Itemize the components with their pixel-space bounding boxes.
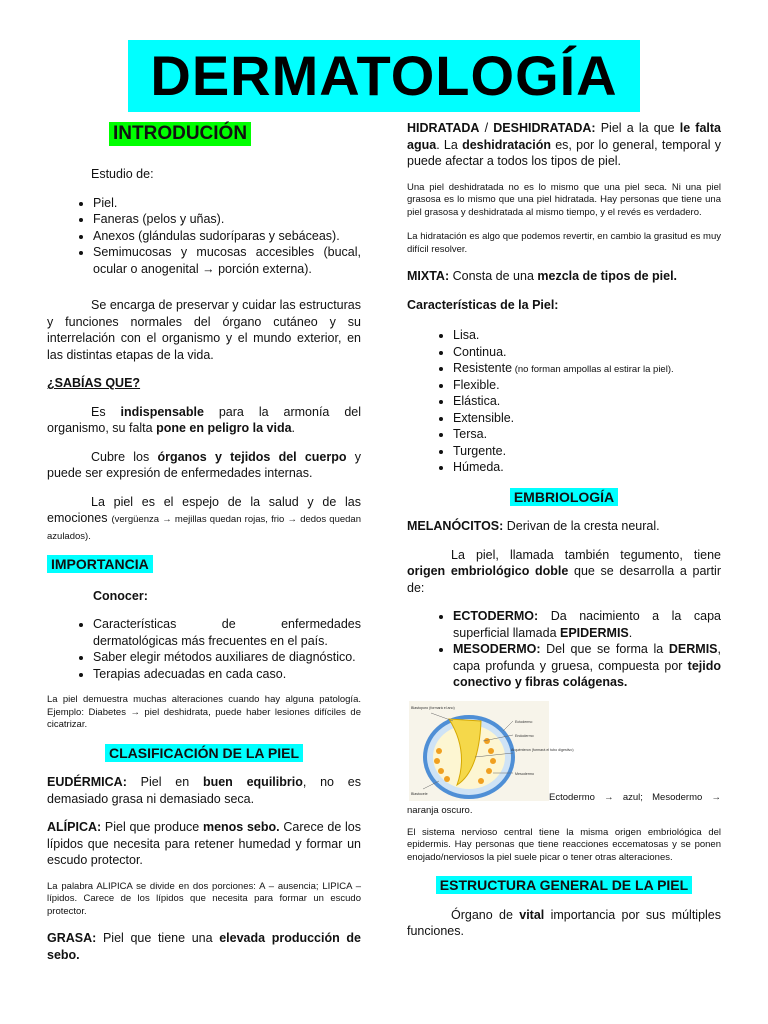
text-span: Es <box>91 404 121 419</box>
encarga-paragraph: Se encarga de preservar y cuidar las estructuras y funciones normales del órgano cutáneo y su interrelación con el organismo y el mundo exterior, en las distintas etapas de la vida. <box>47 298 361 362</box>
cubre-paragraph <box>47 449 361 482</box>
alteraciones-note: La piel demuestra muchas alteraciones cuando hay alguna patología. Ejemplo: Diabetes → piel deshidrata, puede haber lesiones difíciles de cicatrizar. <box>47 694 361 730</box>
text-span: La piel, llamada también tegumento, tiene <box>451 547 721 562</box>
bold-span: vital <box>519 907 545 922</box>
caracteristicas-heading <box>407 297 721 314</box>
indispensable-paragraph <box>47 404 361 437</box>
list-item: • Semimucosas y mucosas accesibles (bucal, ocular o anogenital → porción externa). <box>93 244 361 277</box>
text-span: Da nacimiento a la capa superficial llamada <box>453 609 721 640</box>
bold-span: DERMIS <box>668 642 718 656</box>
estudio-list <box>47 195 361 278</box>
text-span: Del que se forma la <box>540 642 669 656</box>
text-span: , no es demasiado grasa ni demasiado seca. <box>47 775 361 806</box>
list-item: • Tersa. <box>453 426 721 443</box>
snc-note: El sistema nervioso central tiene la misma origen embriológica del epidermis. Hay personas que tiene reacciones eccematosas y se ponen enojado/nerviosos la piel suele picar o tener otras alteraciones. <box>407 826 721 863</box>
text-span: Piel en <box>126 775 203 789</box>
text-span: Órgano de <box>451 907 520 922</box>
alipica-note: La palabra ALIPICA se divide en dos porciones: A – ausencia; LIPICA – lípidos. Carece de los lípidos que necesita para formar un escudo protector. <box>47 880 361 917</box>
text-span: . <box>291 421 296 435</box>
text-span: importancia por sus múltiples funciones. <box>407 907 721 938</box>
bold-span: menos sebo. <box>202 820 280 834</box>
hidratada-paragraph <box>407 120 721 170</box>
text-span: para la armonía del organismo, su falta <box>47 404 361 435</box>
list-item <box>453 641 721 691</box>
embriologia-heading-label: EMBRIOLOGÍA <box>510 488 618 506</box>
bold-span: ECTODERMO: <box>453 609 539 623</box>
list-item: • Faneras (pelos y uñas). <box>93 211 361 228</box>
text-span: Cubre los <box>91 449 158 464</box>
text-span: que se desarrolla a partir de: <box>407 564 721 595</box>
bold-span: MIXTA: <box>407 269 450 283</box>
list-item: • Terapias adecuadas en cada caso. <box>93 666 361 683</box>
conocer-list <box>47 616 361 682</box>
espejo-paragraph <box>47 494 361 544</box>
hidratada-note-1: Una piel deshidratada no es lo mismo que una piel seca. Ni una piel grasosa es lo mismo que una piel hidratada. Hay personas que tiene una piel grasosa y deshidratada al mismo tiempo, y el revés es verdadero. <box>407 181 721 218</box>
embryo-figure <box>409 701 574 801</box>
list-item: • Elástica. <box>453 393 721 410</box>
text-span: y puede ser expresión de enfermedades internas. <box>47 449 361 480</box>
list-item <box>453 608 721 641</box>
sabias-heading <box>47 375 361 392</box>
caracteristicas-list <box>407 327 721 476</box>
bold-span: GRASA: <box>47 931 97 945</box>
label-blastocele: Blastocele <box>411 791 428 796</box>
text-span: Carece de los lípidos que necesita para retener humedad y formar un escudo protector. <box>47 820 361 867</box>
hidratada-note-2: La hidratación es algo que podemos revertir, en cambio la grasitud es muy difícil resolver. <box>407 231 721 255</box>
small-text: (vergüenza → mejillas quedan rojas, frio → dedos quedan azulados). <box>47 514 361 542</box>
bold-span: MELANÓCITOS: <box>407 519 504 533</box>
bold-span: elevada producción de sebo. <box>47 931 361 962</box>
mixta-paragraph <box>407 268 721 285</box>
list-item: • Saber elegir métodos auxiliares de diagnóstico. <box>93 649 361 666</box>
text-span: Derivan de la cresta neural. <box>503 519 660 533</box>
bold-span: pone en peligro la vida <box>156 421 292 435</box>
estructura-heading-label: ESTRUCTURA GENERAL DE LA PIEL <box>436 876 692 894</box>
text-span: Consta de una <box>449 269 538 283</box>
list-item: • Características de enfermedades dermatológicas más frecuentes en el país. <box>93 616 361 649</box>
list-item: • Continua. <box>453 344 721 361</box>
alipica-paragraph <box>47 819 361 869</box>
tegumento-paragraph <box>407 547 721 597</box>
eudermica-paragraph <box>47 774 361 807</box>
estructura-heading <box>407 876 721 895</box>
page-title: DERMATOLOGÍA <box>128 40 640 112</box>
bold-span: deshidratación <box>462 137 551 152</box>
text-span: Resistente <box>453 361 513 375</box>
bold-span: DESHIDRATADA: <box>493 121 596 135</box>
list-item: • Lisa. <box>453 327 721 344</box>
list-item: • Anexos (glándulas sudoríparas y sebáceas). <box>93 228 361 245</box>
list-item: • Flexible. <box>453 377 721 394</box>
conocer-text <box>93 588 361 605</box>
sabias-label: ¿SABÍAS QUE? <box>47 376 141 390</box>
organo-paragraph <box>407 907 721 940</box>
text-span: La piel es el espejo de la salud y de las emociones <box>47 494 361 525</box>
estudio-text: Estudio de: <box>91 167 154 181</box>
bold-span: indispensable <box>120 404 204 419</box>
bold-span: ALÍPICA: <box>47 820 102 834</box>
bold-span: EUDÉRMICA: <box>47 775 127 789</box>
text-span: . <box>628 625 633 640</box>
grasa-paragraph <box>47 930 361 963</box>
list-item: • Extensible. <box>453 410 721 427</box>
bold-span: Conocer: <box>93 588 148 603</box>
bold-span: le falta agua <box>407 121 721 152</box>
bold-span: Características de la Piel: <box>407 297 559 312</box>
bold-span: mezcla de tipos de piel. <box>537 269 678 283</box>
label-arquenteron: Arquénteron (formará el tubo digestivo) <box>511 747 574 752</box>
bold-span: buen equilibrio <box>202 775 303 789</box>
list-item: • Turgente. <box>453 443 721 460</box>
intro-heading <box>109 122 361 146</box>
text-span: , capa profunda y gruesa, compuesta por <box>453 642 721 673</box>
small-text: (no forman ampollas al estirar la piel). <box>512 364 674 375</box>
bold-span: tejido conectivo y fibras colágenas. <box>453 658 721 689</box>
right-column <box>407 120 721 952</box>
origen-list <box>407 608 721 691</box>
bold-span: origen embriológico doble <box>407 564 569 578</box>
bold-span: órganos y tejidos del cuerpo <box>157 449 347 464</box>
text-span: Piel que produce <box>101 820 203 834</box>
label-ectodermo: Ectodermo <box>515 719 533 724</box>
importancia-heading-label: IMPORTANCIA <box>47 555 153 573</box>
clasificacion-heading <box>47 744 361 763</box>
text-span: / <box>479 121 494 135</box>
list-item <box>453 360 721 377</box>
label-mesodermo: Mesodermo <box>515 771 534 776</box>
text-span: . La <box>436 137 463 152</box>
text-span: Piel que tiene una <box>96 931 220 945</box>
clasificacion-heading-label: CLASIFICACIÓN DE LA PIEL <box>105 744 303 762</box>
text-span: Piel a la que <box>595 121 680 135</box>
bold-span: EPIDERMIS <box>560 625 629 640</box>
embriologia-heading <box>407 488 721 507</box>
importancia-heading <box>47 555 361 574</box>
bold-span: MESODERMO: <box>453 642 541 656</box>
label-endodermo: Endodermo <box>515 733 534 738</box>
label-blastoporo: Blastoporo (formará el ano) <box>411 705 455 710</box>
left-column <box>47 118 361 975</box>
list-item: • Húmeda. <box>453 459 721 476</box>
melanocitos-paragraph <box>407 518 721 535</box>
intro-heading-label: INTRODUCIÓN <box>109 122 251 146</box>
figure-caption: Ectodermo → azul; Mesodermo → naranja oscuro. <box>407 791 721 816</box>
text-span: es, por lo general, temporal y puede afectar a todos los tipos de piel. <box>407 137 721 168</box>
bold-span: HIDRATADA <box>407 121 480 135</box>
gastrula-diagram <box>409 701 574 801</box>
list-item: • Piel. <box>93 195 361 212</box>
